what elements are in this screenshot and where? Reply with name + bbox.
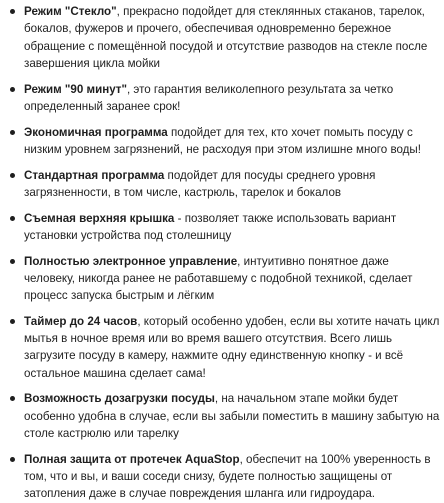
- feature-description: , который особенно удобен, если вы хотите начать цикл мытья в ночное время или во время вашего отсутствия. Всего лишь загрузите посуду в камеру, нажмите одну единственную кнопку - и всё остальное машина сделает сама!: [24, 314, 440, 380]
- bullet-icon: [10, 87, 15, 92]
- bullet-icon: [10, 396, 15, 401]
- feature-description: - позволяет также использовать вариант установки устройства под столешницу: [24, 211, 397, 242]
- feature-description: , на начальном этапе мойки будет особенно удобна в случае, если вы забыли поместить в машину забытую на столе кастрюлю или тарелку: [24, 392, 440, 440]
- feature-title: Стандартная программа: [24, 168, 165, 182]
- bullet-icon: [10, 9, 15, 14]
- feature-title: Съемная верхняя крышка: [24, 211, 175, 225]
- feature-item-timer: [0, 313, 444, 382]
- bullet-icon: [10, 457, 15, 462]
- feature-title: Полная защита от протечек AquaStop: [24, 452, 240, 466]
- feature-item-eco-program: [0, 124, 444, 159]
- feature-item-aquastop: [0, 451, 444, 503]
- bullet-icon: [10, 216, 15, 221]
- feature-item-glass-mode: [0, 3, 444, 72]
- feature-title: Полностью электронное управление: [24, 254, 238, 268]
- feature-description: , обеспечит на 100% уверенность в том, что и вы, и ваши соседи снизу, будете полностью защищены от затопления даже в случае повреждения шланга или гидроудара.: [24, 452, 431, 501]
- bullet-icon: [10, 259, 15, 264]
- feature-item-standard-program: [0, 167, 444, 202]
- bullet-icon: [10, 130, 15, 135]
- feature-title: Режим "Стекло": [24, 5, 117, 18]
- feature-item-90-minutes-mode: [0, 81, 444, 116]
- feature-item-removable-top: [0, 210, 444, 245]
- feature-title: Экономичная программа: [24, 125, 168, 139]
- feature-description: подойдет для тех, кто хочет помыть посуду с низким уровнем загрязнений, не расходуя при этом излишне много воды!: [24, 125, 421, 156]
- feature-description: подойдет для посуды среднего уровня загрязненности, в том числе, кастрюль, тарелок и бокалов: [24, 168, 376, 199]
- bullet-icon: [10, 319, 15, 324]
- bullet-icon: [10, 173, 15, 178]
- feature-description: , прекрасно подойдет для стеклянных стаканов, тарелок, бокалов, фужеров и прочего, обеспечивая одновременно бережное обращение с помещённой посудой и отсутствие разводов на стекле после завершения цикла мойки: [24, 5, 428, 70]
- feature-title: Режим "90 минут": [24, 82, 127, 96]
- feature-item-reload: [0, 390, 444, 442]
- feature-description: , это гарантия великолепного результата за четко определенный заранее срок!: [24, 82, 394, 113]
- feature-title: Возможность дозагрузки посуды: [24, 392, 215, 406]
- feature-item-electronic-control: [0, 253, 444, 305]
- feature-title: Таймер до 24 часов: [24, 314, 138, 328]
- feature-description: , интуитивно понятное даже человеку, никогда ранее не работавшему с подобной техникой, сделает процесс запуска быстрым и лёгким: [24, 254, 413, 303]
